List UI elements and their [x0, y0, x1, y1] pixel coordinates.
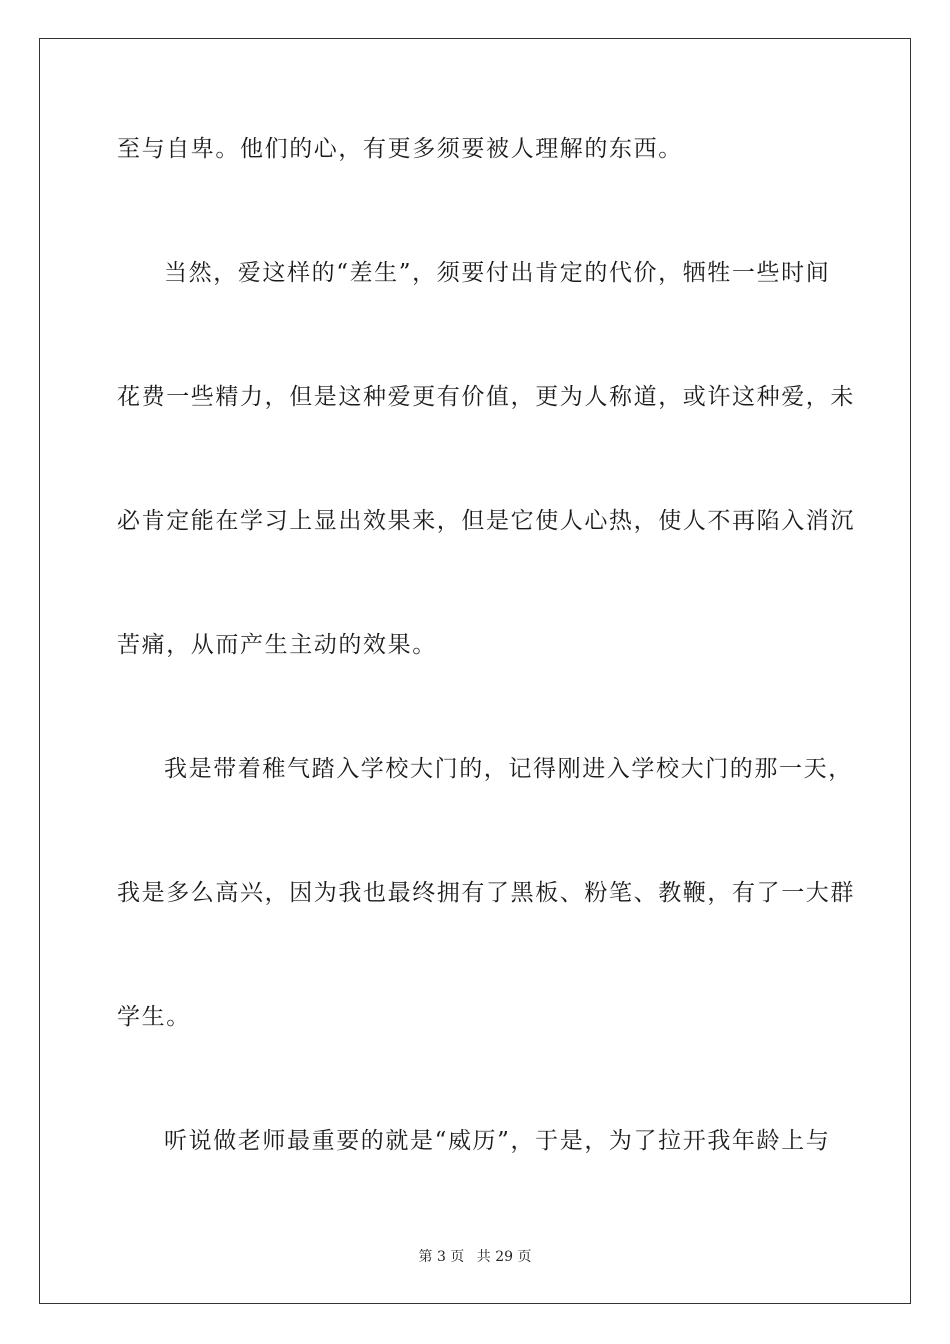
text-line-5: 苦痛，从而产生主动的效果。	[117, 632, 437, 658]
text-line-7: 我是多么高兴，因为我也最终拥有了黑板、粉笔、教鞭，有了一大群	[117, 880, 855, 906]
page-number: 第 3 页	[418, 1249, 465, 1265]
text-line-8: 学生。	[117, 1004, 191, 1030]
text-line-4: 必肯定能在学习上显出效果来，但是它使人心热，使人不再陷入消沉	[117, 508, 855, 534]
text-line-6: 我是带着稚气踏入学校大门的，记得刚进入学校大门的那一天，	[164, 756, 853, 782]
text-line-9: 听说做老师最重要的就是“威历”，于是，为了拉开我年龄上与	[164, 1128, 831, 1154]
text-line-2: 当然，爱这样的“差生”，须要付出肯定的代价，牺牲一些时间	[164, 260, 831, 286]
text-line-1: 至与自卑。他们的心，有更多须要被人理解的东西。	[117, 136, 683, 162]
page-total: 共 29 页	[476, 1249, 532, 1265]
text-line-3: 花费一些精力，但是这种爱更有价值，更为人称道，或许这种爱，未	[117, 384, 855, 410]
page-frame	[39, 38, 911, 1304]
page-footer	[0, 1246, 950, 1266]
